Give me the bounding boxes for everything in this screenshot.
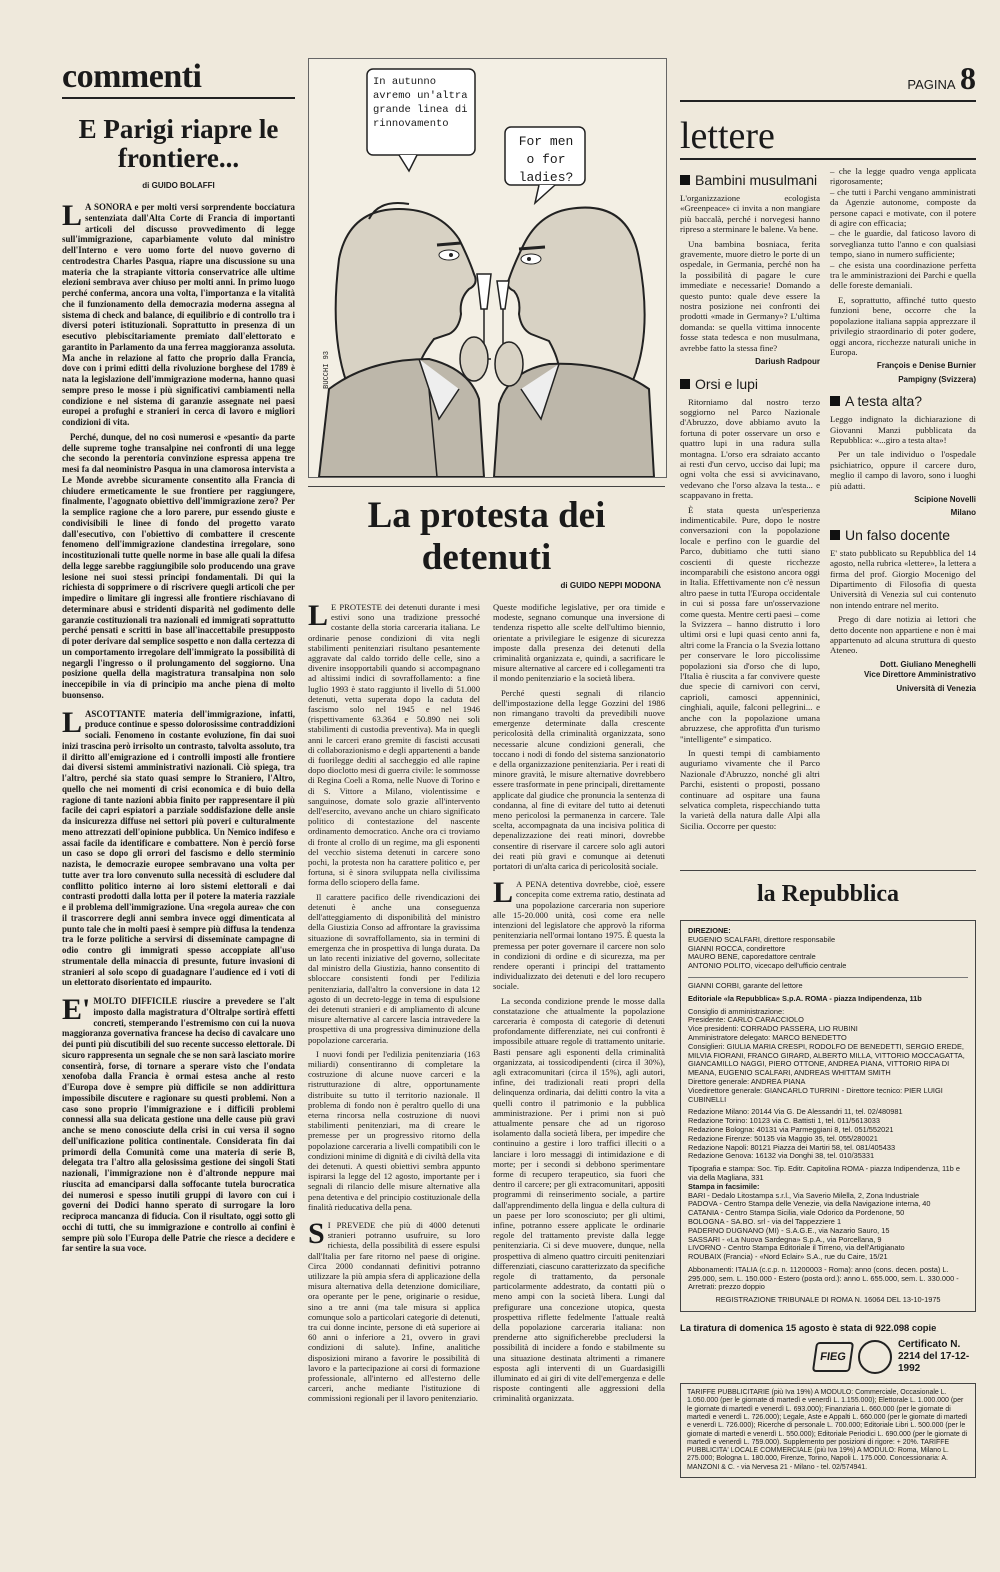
middle-article xyxy=(308,486,665,1408)
letter-signature-meneghelli-role: Vice Direttore Amministrativo xyxy=(863,670,976,680)
letter-signature-burnier: François e Denise Burnier xyxy=(876,361,976,371)
masthead-rule-top xyxy=(680,870,976,871)
redazione-line: Redazione Torino: 10123 via C. Battisti 1, tel. 011/5613033 xyxy=(688,1116,881,1126)
letter-signature-novelli: Scipione Novelli xyxy=(914,494,976,504)
detenuti-col-1: L E PROTESTE dei detenuti durante i mesi estivi sono una tradizione pressoché costante della storia carceraria italiana. Le ordinarie penose condizioni di vita negli stabilimenti penitenziari risultano pesantemente aggravate dal caldo torrido delle celle, sino a divenire insopportabili quando si accompagnano ad altissimi indici di sovraffollamento: a fine luglio 1993 è stato raggiunto il livello di 51.000 detenuti, vetta superata dopo la caduta del fascismo solo nel 1945 e nel 1946 (rispettivamente 63.364 e 50.890 nei soli stabilimenti di custodia preventiva). Ma in quegli anni le carceri erano gremite di fascisti accusati di collaborazionismo e degli appartenenti a bande di fuorilegge dediti al saccheggio ed alle rapine dopo dioclotto mesi di guerra civile: le sommosse di Regina Coeli a Roma, nelle Nuove di Torino e di S. Vittore a Milano, violentissime e sanguinose, domate solo grazie all'intervento dell'esercito, avevano anche un chiaro significato politico di contestazione del nascente ordinamento democratico. Anche ora ci troviamo di fronte al crollo di un regime, ma gli esponenti del vecchio sistema detenuti in carcere sono pochi, la protesta non ha carattere politico e, per fortuna, si è sinora sviluppata nella civilissima forma dello sciopero della fame. Il carattere pacifico delle rivendicazioni dei detenuti è anche una conseguenza dell'atteggiamento di disponibilità del ministro della Giustizia Conso ad affrontare la gravissima situazione di sovraffollamento, sia in termini di emergenza che in prospettiva di lunga durata. Da un lato recenti iniziative del governo, sollecitate dal ministro della Giustizia, hanno consentito di sbloccare consistenti fondi per l'edilizia penitenziaria, dall'altro la conversione in data 12 agosto di un decreto-legge in tema di espulsione dei detenuti stranieri e di ampliamento di alcune misure alternative al carcere lascia intravedere la prospettiva di una progressiva diminuzione della popolazione carceraria. I nuovi fondi per l'edilizia penitenziaria (163 miliardi) consentiranno di completare la costruzione di alcune nuove carceri e la ristrutturazione di altre, opportunamente distribuite su tutto il territorio nazionale. Il problema di fondo non è peraltro quello di una eterna rincorsa nella costruzione di nuovi stabilimenti penitenziari, ma di creare le premesse per un progressivo ritorno della popolazione carceraria a livelli compatibili con le condizioni minime di dignità e di civiltà della vita dei detenuti. A questi obiettivi sembra appunto ispirarsi la legge del 12 agosto, importante per i segnali di rilancio delle misure alternative alla pena detentiva e del principio costituzionale della finalità rieducativa della pena. S I PREVEDE che più di 4000 detenuti stranieri potranno usufruire, su loro richiesta, della possibilità di essere espulsi dall'Italia per fare ritorno nel paese di origine. Circa 2000 condannati definitivi potranno utilizzare la più ampia sfera di applicazione della misura alternativa della detenzione domiciliare, ora operante per le pene, originarie o residue, sino a tre anni (ma tale misura si applica comunque solo a particolari categorie di detenuti, tra cui donne incinte, persone di età superiore ai 60 anni o inferiore a 21, ovvero in gravi condizioni di salute). Infine, analitiche disposizioni mirano a favorire le possibilità di lavoro e la partecipazione ai corsi di formazione professionale, all'interno ed all'esterno delle carceri, anche mediante l'istituzione di commissioni regionali per il lavoro penitenziario. xyxy=(308,599,480,1404)
letters-col-1: Bambini musulmani L'organizzazione ecologista «Greenpeace» ci invita a non mangiare più baccalà, perché i norvegesi hanno ripreso a sterminare le balene. Va bene. Una bambina bosniaca, ferita gravemente, muore dietro le porte di un ospedale, in Germania, perché non ha la possibilità di pagare le cure immediate e necessarie! Domando a questo punto: quale deve essere la nostra posizione nei confronti dei prodotti «made in Germany»? L'ultima domanda: se quella vittima innocente fosse stata tedesca e non musulmana, avrebbe fatto la stessa fine? Dariush Radpour Orsi e lupi Ritorniamo dal nostro terzo soggiorno nel Parco Nazionale d'Abruzzo, dove abbiamo avuto la fortuna di poter osservare un orso e quattro lupi in una radura sulla montagna. L'orso era sdraiato accanto ai resti d'un cervo, ucciso dai lupi; ma ogni volta che essi si avvicinavano, vedevano che l'orso alzava la testa... e scappavano in fretta. È stata questa un'esperienza indimenticabile. Pure, dopo le nostre conversazioni con la popolazione locale e perfino con le guardie del Parco, dubitiamo che tutti siano coscienti di queste ricchezze incomparabili che esistono ancora oggi in Italia. Effettivamente non c'è nessun altro paese in tutta l'Europa occidentale in cui si possa fare un'osservazione come questa. Mentre certi paesi – come la Svizzera – hanno distrutto i loro ultimi orsi e lupi quasi cento anni fa, altri come la Francia o la Svezia lottano per conservare le loro piccolissime popolazioni sia d'orso che di lupo, l'Italia è riuscita a far convivere queste due specie di carnivori con cervi, caprioli, camosci appenninici, cinghiali, aquile, falconi pellegrini... e anche con la popolazione umana abruzzese, che approfitta d'un turismo "intelligente" e simpatico. In questi tempi di cambiamento auguriamo vivamente che il Parco Nazionale d'Abruzzo, nonché gli altri Parchi, esistenti o proposti, possano continuare ad ospitare una fauna selvatica completa, rispecchiando tutta la varietà della natura dalle Alpi alla Sicilia. Occorre per questo: xyxy=(680,172,820,831)
redazione-line: Redazione Bologna: 40131 via Parmeggiani 8, tel. 051/552021 xyxy=(688,1124,894,1134)
stampa-line: PADOVA - Centro Stampa delle Venezie, via della Navigazione interna, 40 xyxy=(688,1199,931,1209)
certificato: Certificato N. 2214 del 17-12-1992 xyxy=(898,1339,970,1375)
vicepresidenti: Vice presidenti: CORRADO PASSERA, LIO RUBINI xyxy=(688,1024,858,1034)
direzione-label: DIREZIONE: xyxy=(688,926,731,935)
dropcap-l-3: L xyxy=(308,599,329,632)
section-title-lettere: lettere xyxy=(680,115,775,157)
letter-signature-meneghelli: Dott. Giuliano Meneghelli xyxy=(880,659,976,669)
direzione xyxy=(688,927,968,971)
byline-bolaffi: di GUIDO BOLAFFI xyxy=(142,181,215,190)
consiglio: Consiglio di amministrazione: xyxy=(688,1006,785,1016)
left-column xyxy=(62,60,295,1258)
section-title-commenti: commenti xyxy=(62,58,202,95)
fieg-logo-icon: FIEG xyxy=(812,1342,854,1372)
direttore-generale: Direttore generale: ANDREA PIANA xyxy=(688,1076,806,1086)
letter-title-testa: A testa alta? xyxy=(830,393,976,409)
dropcap-s: S xyxy=(308,1216,325,1250)
tipografia: Tipografia e stampa: Soc. Tip. Editr. Capitolina ROMA - piazza Indipendenza, 11b e via della Magliana, 331 xyxy=(688,1164,960,1182)
letter-title-orsi: Orsi e lupi xyxy=(680,376,820,392)
cartoon-bubble-2: For men o for ladies? xyxy=(518,134,574,185)
editoriale: Editoriale «la Repubblica» S.p.A. ROMA - piazza Indipendenza, 11b xyxy=(688,993,922,1003)
letter-signature-burnier-place: Pampigny (Svizzera) xyxy=(898,374,976,384)
page-rule xyxy=(680,100,976,102)
cartoon-signature: BUCCHI 93 xyxy=(323,351,331,389)
article-body-bolaffi: L A SONORA e per molti versi sorprendente bocciatura sentenziata dall'Alta Corte di Francia di importanti articoli del discusso provvedimento di legge sull'immigrazione, caparbiamente voluto dal ministro dell'Interno e vero uomo forte del nuovo governo di centrodestra Charles Pasqua, riapre una discussione su una materia che la strapiante vittoria conservatrice alle ultime elezioni sembrava aver chiuso per molti anni. In primo luogo perché conferma, ancora una volta, l'importanza e la vitalità che il funzionamento della democrazia moderna assegna al sistema di check and balance, di equilibrio e di controllo tra i diversi poteri istituzionali. Soprattutto in presenza di un esecutivo plebiscitariamente premiato dall'elettorato e garantito in Parlamento da una ferrea maggioranza assoluta. Ma anche in relazione al fatto che proprio dalla Francia, dove con i primi editti della rivoluzione borghese del 1789 è nata la legislazione dell'immigrazione moderna, hanno quasi sempre preso le mosse i più significativi cambiamenti nella condizione e nel sistema di garanzie assegnate nei paesi europei a profughi e stranieri in cerca di lavoro e migliori condizioni di vita. Perché, dunque, del no così numerosi e «pesanti» da parte delle supreme toghe transalpine nei confronti di una legge che secondo la perentoria convinzione espressa appena tre mesi fa dal neoministro Pasqua in una clamorosa intervista a Le Monde avrebbe sicuramente consentito alla Francia di chiudere ermeticamente le sue frontiere per raggiungere, finalmente, l'agognato obiettivo dell'immigrazione zero? Per la semplice ragione che a loro parere, pur essendo giuste e condivisibili le linee di fondo del progetto varato dall'esecutivo, con l'obiettivo di combattere il crescente fenomeno dell'immigrazione clandestina irregolare, sono incostituzionali tutte quelle norme in base alle quali la difesa della legge sarebbe raggiungibile solo producendo una grave lesione nei suoi stessi principi fondamentali. Di qui la richiesta di sopprimere o di riscrivere quegli articoli che per impedire o limitare gli ingressi alle frontiere rischiavano di determinare abusi e stridenti disparità nel godimento delle garanzie costituzionali tra nazionali ed immigrati soprattutto perché pensati e scritti in base all'inaccettabile presupposto di poter derivare dal semplice sospetto e non dalla certezza di un comportamento irregolare dell'immigrato la possibilità di negargli l'ingresso o il prolungamento del soggiorno. Una posizione quella della magistratura transalpina non solo ineccepibile in via di principio ma anche piena di molto buonsenso. LASCOTTANTE materia dell'immigrazione, infatti, produce continue e spesso dolorosissime contraddizioni sociali. Fenomeno in costante evoluzione, fin dai suoi inizi trascina però irrisolto un contrasto, talvolta assoluto, tra il diritto all'emigrazione ed i controlli imposti alle frontiere dai diversi sistemi amministrativi nazionali. Ciò spiega, tra l'altro, perché sia stato quasi sempre lo Straniero, l'Altro, quello che nei momenti di crisi economica e di buio della ragione di tante nazioni abbia finito per rappresentare il più facile dei capri espiatori a parziale soddisfazione delle ansie da insicurezza diffuse nei settori più poveri e culturalmente meno attrezzati dell'opinione pubblica. Un Nemico indifeso e assai facile da identificare e combattere. Non è perciò forse un caso se dopo gli orrori del fascismo e dello sterminio nazista, le democrazie europee sembravano una volta per tutte aver tra loro convenuto sulla necessità di escludere dal conflitto politico interno ai loro sistemi elettorali e dai contrasti prodotti dalla lotta per il potere la materia razziale e il problema dell'immigrazione. Una «regola aurea» che con il trascorrere degli anni sembra invece oggi dimenticata al punto tale che in molti paesi è sempre più diffusa la tendenza tra le forze politiche a servirsi di disseminate campagne di odio contro gli immigrati spesso accoppiate all'uso strumentale della minaccia di presunte, future invasioni di stranieri al solo scopo di guadagnare l'audience ed i voti di un elettorato disorientato ed impaurito. E' MOLTO DIFFICILE riuscire a prevedere se l'alt imposto dalla magistratura d'Oltralpe sortirà effetti concreti, stemperando l'estremismo con cui la nuova maggioranza governativa francese ha deciso di cavalcare uno dei punti più discutibili del suo recente successo elettorale. Di sicuro rappresenta un segnale che se non sarà lasciato morire consentirà, forse, di tornare a sperare visto che l'ondata xenofoba dalla Francia è ormai estesa anche al resto d'Europa dove è sempre più difficile se non addirittura impossibile discutere e ragionare su questi problemi. Non a caso sono proprio l'immigrazione e i difficili problemi connessi alla sua delicata gestione una delle cause più gravi anche se meno conosciute della crisi in cui versa il sogno dell'unificazione politica continentale. Considerata fin dai primordi della Comunità come una materia di serie B, delegata tra l'altro alla gelosissima gestione dei singoli Stati nazionali, l'immigrazione non è d'altronde neppure mai riuscita ad emanciparsi dalla soffocante tutela burocratica dei numerosi e spesso inutili gruppi di lavoro con cui i governi dei Dodici hanno sperato di surrogare la loro reciproca mancanza di fiducia. Con il risultato, oggi sotto gli occhi di tutti, che su immigrazione e controllo ai confini è sempre più solo l'Europa delle Patrie che riesce a decidere e far sentire la sua voce. xyxy=(62,199,295,1254)
abbonamenti: Abbonamenti: ITALIA (c.c.p. n. 11200003 - Roma): anno (cons. decen. posta) L. 295.000, sem. L. 150.000 - Estero (posta ord.): anno L. 655.000, sem. L. 330.000 - Arretrati: prezzo doppio xyxy=(688,1264,959,1292)
stampa-line: SASSARI - «La Nuova Sardegna» S.p.A., via Porcellana, 9 xyxy=(688,1234,882,1244)
letter-signature-novelli-place: Milano xyxy=(950,508,976,518)
redazione-line: Redazione Napoli: 80121 Piazza dei Martiri 58, tel. 081/405433 xyxy=(688,1142,896,1152)
letter-signature-meneghelli-univ: Università di Venezia xyxy=(896,683,976,693)
dropcap-l-4: L xyxy=(493,876,514,910)
colophon-block xyxy=(680,870,976,1478)
certificato-row xyxy=(680,1339,976,1375)
page-number: 8 xyxy=(960,60,976,96)
redazione-line: Redazione Genova: 16132 via Donghi 38, tel. 010/35331 xyxy=(688,1151,875,1161)
garante: GIANNI CORBI, garante del lettore xyxy=(688,980,803,990)
stampa-line: CATANIA - Centro Stampa Sicilia, viale Odorico da Pordenone, 50 xyxy=(688,1208,905,1218)
consiglieri: Consiglieri: GIULIA MARIA CRESPI, RODOLFO DE BENEDETTI, SERGIO EREDE, MILVIA FIORANI, FRANCO GIRARD, ALBERTO MILLA, VITTORIO MOCCAGATTA, GIANCAMILLO NAGGI, PIERO OTTONE, ANDREA PIANA, VITTORIO RIPA DI MEANA, EUGENIO SCALFARI, ANDREAS WHITTAM SMITH xyxy=(688,1041,965,1078)
redazione-line: Redazione Firenze: 50135 via Maggio 35, tel. 055/280021 xyxy=(688,1133,878,1143)
masthead: la Repubblica xyxy=(756,881,900,907)
presidente: Presidente: CARLO CARACCIOLO xyxy=(688,1015,804,1025)
colophon-box xyxy=(680,920,976,1312)
cartoon-bubble-1: In autunno avremo un'altra grande linea di rinnovamento xyxy=(373,76,468,130)
tiratura: La tiratura di domenica 15 agosto è stata di 922.098 copie xyxy=(680,1322,937,1334)
lettere-rule xyxy=(680,158,976,160)
section-rule xyxy=(62,97,295,99)
stampa-line: LIVORNO - Centro Stampa Editoriale il Tirreno, via dell'Artigianato xyxy=(688,1243,905,1253)
dropcap-l: L xyxy=(62,199,83,232)
stampa-line: BOLOGNA - SA.BO. srl - via del Tappezziere 1 xyxy=(688,1216,842,1226)
direzione-line: EUGENIO SCALFARI, direttore responsabile xyxy=(688,934,836,944)
vicedirettore: Vicedirettore generale: GIANCARLO TURRINI - Direttore tecnico: PIER LUIGI CUBINELLI xyxy=(688,1085,943,1104)
stampa-line: PADERNO DUGNANO (MI) - S.A.G.E., via Nazario Sauro, 15 xyxy=(688,1225,890,1235)
certificate-seal-icon xyxy=(858,1340,892,1374)
headline-parigi: E Parigi riapre le frontiere... xyxy=(78,114,279,173)
registrazione: REGISTRAZIONE TRIBUNALE DI ROMA N. 16064 DEL 13-10-1975 xyxy=(715,1295,941,1305)
dropcap-l-2: L xyxy=(62,705,83,739)
amministratore: Amministratore delegato: MARCO BENEDETTO xyxy=(688,1032,847,1042)
direzione-line: GIANNI ROCCA, condirettore xyxy=(688,943,786,953)
stampa-label: Stampa in facsimile: xyxy=(688,1181,760,1191)
right-column xyxy=(680,60,976,835)
stampa-line: BARI - Dedalo Litostampa s.r.l., Via Saverio Milella, 2, Zona Industriale xyxy=(688,1190,920,1200)
middle-rule xyxy=(308,486,665,487)
page-label: PAGINA xyxy=(907,77,956,92)
letter-signature-radpour: Dariush Radpour xyxy=(755,357,820,367)
headline-detenuti: La protesta dei detenuti xyxy=(367,495,606,578)
direzione-line: ANTONIO POLITO, vicecapo dell'ufficio centrale xyxy=(688,961,847,971)
cartoon xyxy=(308,58,667,478)
letter-title-bambini: Bambini musulmani xyxy=(680,172,820,188)
page-number-header xyxy=(680,60,976,97)
stampa-line: ROUBAIX (Francia) - «Nord Eclair» S.A., rue du Caire, 15/21 xyxy=(688,1252,888,1262)
direzione-line: MAURO BENE, caporedattore centrale xyxy=(688,952,816,962)
dropcap-e: E' xyxy=(62,993,91,1026)
letters-col-2: – che la legge quadro venga applicata rigorosamente; – che tutti i Parchi vengano amministrati da Agenzie autonome, composte da persone capaci e motivate, con il potere di agire con efficacia; – che le guardie, dal faticoso lavoro di sorveglianza tutto l'anno e con qualsiasi tempo, siano in numero sufficiente; – che esista una coordinazione perfetta tra le amministrazioni dei Parchi e quella delle foreste demaniali. E, soprattutto, affinché tutto questo funzioni bene, occorre che la popolazione italiana sappia apprezzare il privilegio straordinario di poter godere, oggi ancora, ricchezze naturali uniche in Europa. François e Denise Burnier Pampigny (Svizzera) A testa alta? Leggo indignato la dichiarazione di Giovanni Manzi pubblicata da Repubblica: «...giro a testa alta»! Per un tale individuo o l'ospedale psichiatrico, oppure il carcere duro, meglio il campo di lavoro, sono i luoghi più adatti. Scipione Novelli Milano Un falso docente E' stato pubblicato su Repubblica del 14 agosto, nella rubrica «lettere», la lettera a firma del prof. Giorgio Mocenigo del Dipartimento di Filosofia di questa Università di Venezia sul cui contenuto non intendo entrare nel merito. Prego di dare notizia ai lettori che detto docente non appartiene e non è mai appartenuto ad alcuna struttura di questo Ateneo. Dott. Giuliano Meneghelli Vice Direttore Amministrativo Università di Venezia xyxy=(830,166,976,693)
cartoon-drawing xyxy=(309,59,666,477)
detenuti-col-2: Queste modifiche legislative, per ora timide e modeste, segnano comunque una inversione di tendenza rispetto alle scelte dell'ultimo biennio, orientate a privilegiare le esigenze di sicurezza imposte dalla presenza dei detenuti della criminalità organizzata e, quindi, a sacrificare le misure alternative al carcere ed i collegamenti tra il mondo penitenziario e la società libera. Perché questi segnali di rilancio dell'impostazione della legge Gozzini del 1986 non rimangano travolti da prevedibili nuove emergenze determinate dalla crescente pericolosità della criminalità organizzata, sono necessarie alcune condizioni generali, che toccano i nodi di fondo del sistema sanzionatorio e della organizzazione penitenziaria. Per i reati di minore gravità, le misure alternative dovrebbero essere trasformate in pene principali, direttamente applicate dal giudice che pronuncia la sentenza di condanna, al fine di evitare del tutto ai detenuti meno pericolosi la permanenza in carcere. Tale scelta, accompagnata da una incisiva politica di depenalizzazione dei reati minori, dovrebbe consentire di riservare il carcere solo agli autori dei reati più gravi e comunque ai detenuti portatori di un'alta carica di pericolosità sociale. L A PENA detentiva dovrebbe, cioè, essere concepita come extrema ratio, destinata ad una popolazione carceraria non superiore alle 15-20.000 unità, così come era nelle intenzioni del legislatore che approvò la riforma penitenziaria nell'ormai lontano 1975. È questa la premessa per poter governare il carcere non solo in condizioni di ordine e di sicurezza, ma per rendere operanti i principi del trattamento individualizzato dei detenuti e del loro recupero sociale. La seconda condizione prende le mosse dalla constatazione che attualmente la popolazione carceraria è composta di categorie di detenuti profondamente differenziate, nei cui confronti è impossibile attuare regole di trattamento unitarie. Basti pensare agli esponenti della criminalità organizzata, ai tossicodipendenti (circa il 30%), agli extracomunitari (circa il 15%), agli autori, infine, dei tradizionali reati propri della delinquenza ordinaria, dai delitti contro la vita a quelli contro il patrimonio e la pubblica amministrazione. Per i primi non si può attualmente pensare che ad un rigoroso isolamento dalla società libera, per impedire che continuino a gestire i loro traffici illeciti o a lanciare i loro messaggi di intimidazione e di morte; per i secondi si debbono sperimentare forme di recupero terapeutico, sia fuori che dentro il carcere; per gli extracomunitari, appositi programmi di reinserimento sociale, a partire dall'apprendimento della lingua e della cultura di un paese per loro sconosciuto; per gli ultimi, infine, potranno essere applicate le ordinarie regole del trattamento previste dalla legge penitenziaria. Ci si deve muovere, dunque, nella prospettiva di almeno quattro circuiti penitenziari differenziati, ciascuno caratterizzato da specifiche regole di trattamento, da personale particolarmente addestrato, da contatti più o meno ampi con la società libera. Lungi dal prefigurare una concezione utopica, questa prospettiva riflette fedelmente l'attuale realtà della popolazione carceraria italiana: non prenderne atto significherebbe precludersi la possibilità di incidere a fondo e stabilmente su una situazione destinata altrimenti a rimanere esposta agli interventi di un Guardasigilli illuminato ed ai giri di vite dell'emergenza e delle risposte contingenti alle aggressioni della criminalità organizzata. xyxy=(493,602,665,1404)
tariffe-box: TARIFFE PUBBLICITARIE (più Iva 19%) A MODULO: Commerciale, Occasionale L. 1.050.000 (per le giornate di martedì e venerdì L. 1.155.000); Elettorale L. 1.000.000 (per le giornate di martedì e venerdì L. 693.000); Finanziaria L. 660.000 (per le giornate di martedì e venerdì L. 726.000); Legale, Aste e Appalti L. 660.000 (per le giornate di martedì e venerdì L. 726.000); Ricerche di personale L. 700.000; Editoriale Libri L. 500.000 (per le giornate di martedì e venerdì L. 550.000); Editoriale Periodici L. 690.000 (per le giornate di martedì e venerdì L. 759.000). Supplemento per posizioni di rigore: + 20%. TARIFFE PUBBLICITA' LOCALE COMMERCIALE (più Iva 19%) A MODULO: Roma, Milano L. 275.000; Bologna L. 180.000, Firenze, Torino, Napoli L. 175.000. Concessionaria: A. MANZONI & C. - via Nervesa 21 - Milano - tel. 02/574941. xyxy=(680,1383,976,1478)
redazione-line: Redazione Milano: 20144 Via G. De Alessandri 11, tel. 02/480981 xyxy=(688,1107,903,1117)
letter-title-docente: Un falso docente xyxy=(830,527,976,543)
byline-neppi-modona: di GUIDO NEPPI MODONA xyxy=(560,581,661,590)
